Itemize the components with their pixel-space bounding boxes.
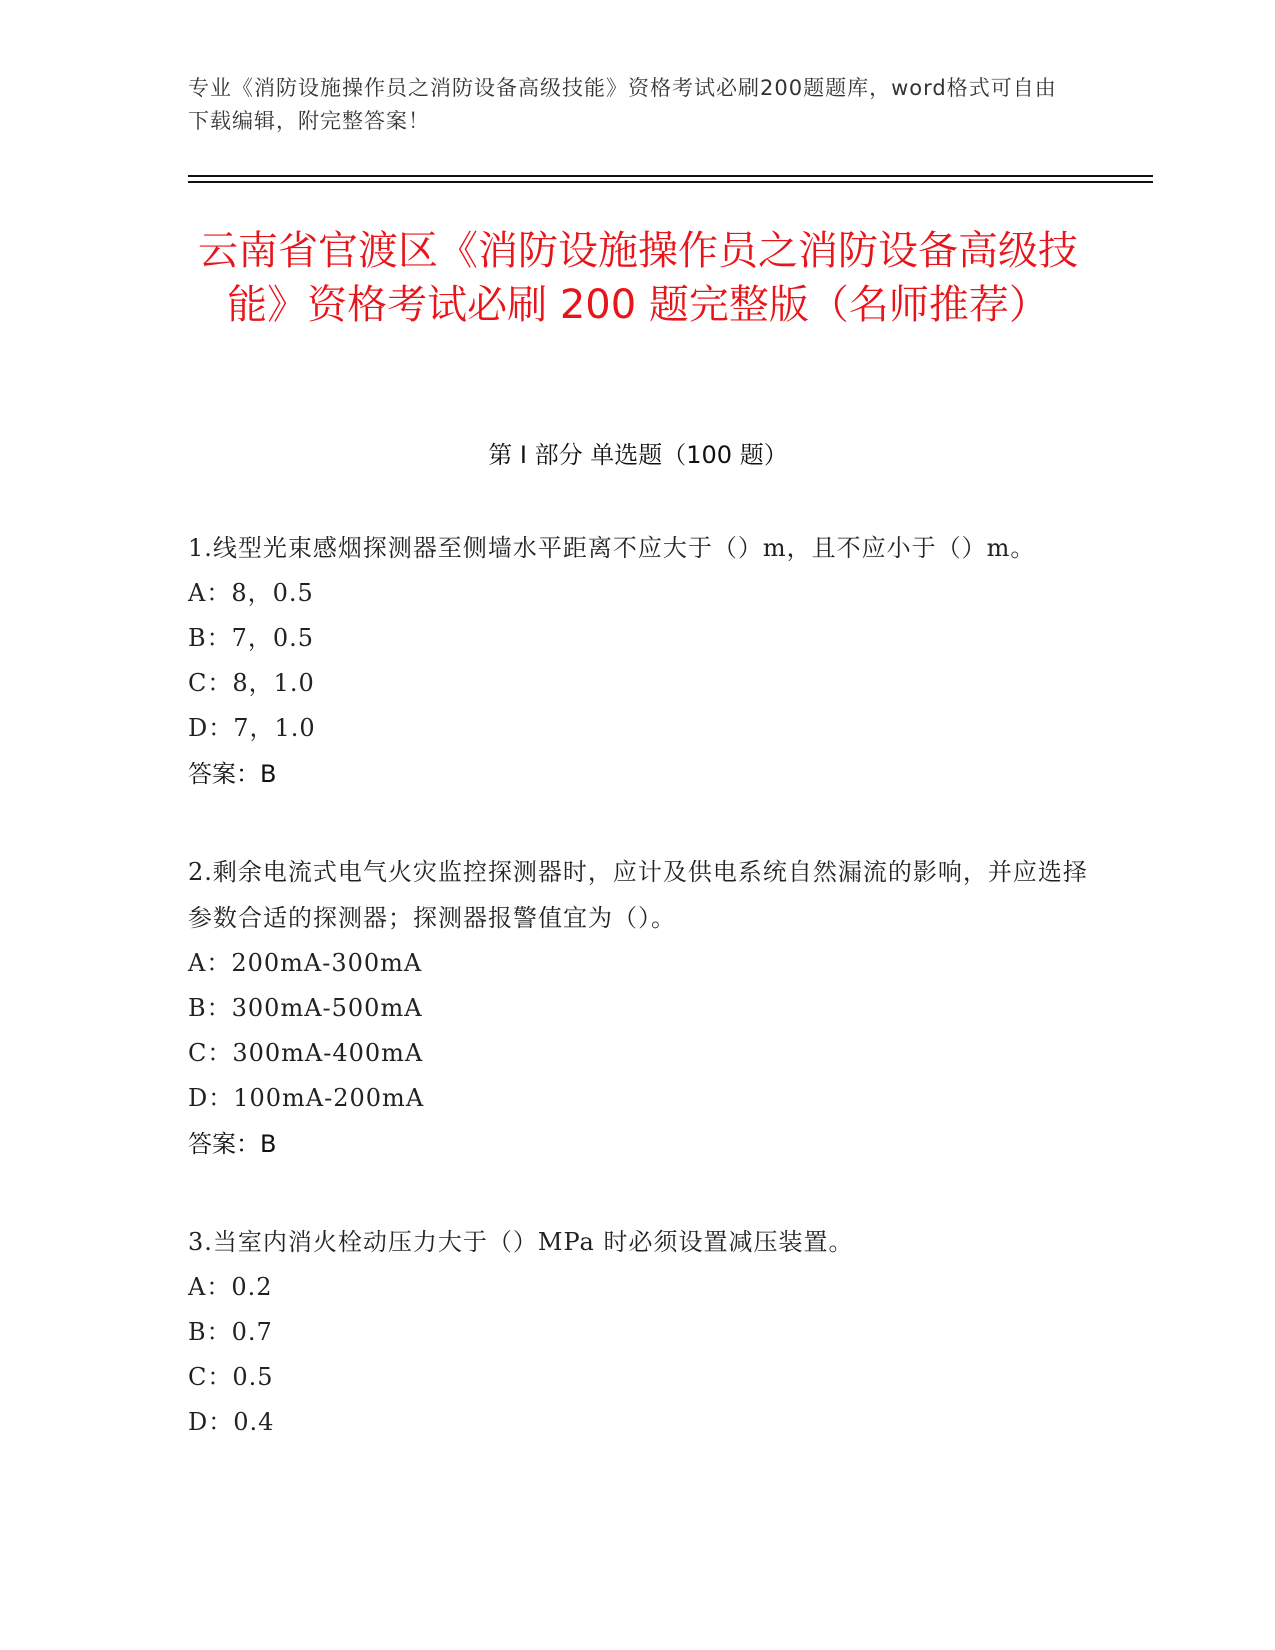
answer: 答案：B	[188, 760, 277, 788]
option-a: A：0.2	[188, 1273, 273, 1301]
option-b: B：300mA-500mA	[188, 994, 423, 1022]
option-c: C：8，1.0	[188, 669, 315, 697]
question-1	[188, 525, 1088, 797]
header-divider-bottom	[188, 181, 1153, 183]
option-b: B：0.7	[188, 1318, 273, 1346]
option-d: D：7，1.0	[188, 714, 316, 742]
option-d: D：100mA-200mA	[188, 1084, 425, 1112]
header-note: 专业《消防设施操作员之消防设备高级技能》资格考试必刷200题题库，word格式可自由下载编辑，附完整答案！	[188, 76, 1057, 133]
section-title: 第 I 部分 单选题（100 题）	[488, 441, 788, 469]
option-c: C：300mA-400mA	[188, 1039, 424, 1067]
question-stem: 3.当室内消火栓动压力大于（）MPa 时必须设置减压装置。	[188, 1228, 854, 1256]
question-2	[188, 849, 1088, 1167]
option-b: B：7，0.5	[188, 624, 315, 652]
header-divider-top	[188, 175, 1153, 177]
document-title: 云南省官渡区《消防设施操作员之消防设备高级技能》资格考试必刷 200 题完整版（名师推荐）	[198, 228, 1078, 328]
question-stem: 2.剩余电流式电气火灾监控探测器时，应计及供电系统自然漏流的影响，并应选择参数合适的探测器；探测器报警值宜为（）。	[188, 858, 1088, 932]
question-3	[188, 1219, 1088, 1445]
answer: 答案：B	[188, 1130, 277, 1158]
option-a: A：200mA-300mA	[188, 949, 423, 977]
option-c: C：0.5	[188, 1363, 274, 1391]
question-list	[188, 525, 1088, 1497]
question-stem: 1.线型光束感烟探测器至侧墙水平距离不应大于（）m，且不应小于（）m。	[188, 534, 1036, 562]
option-d: D：0.4	[188, 1408, 275, 1436]
option-a: A：8，0.5	[188, 579, 314, 607]
